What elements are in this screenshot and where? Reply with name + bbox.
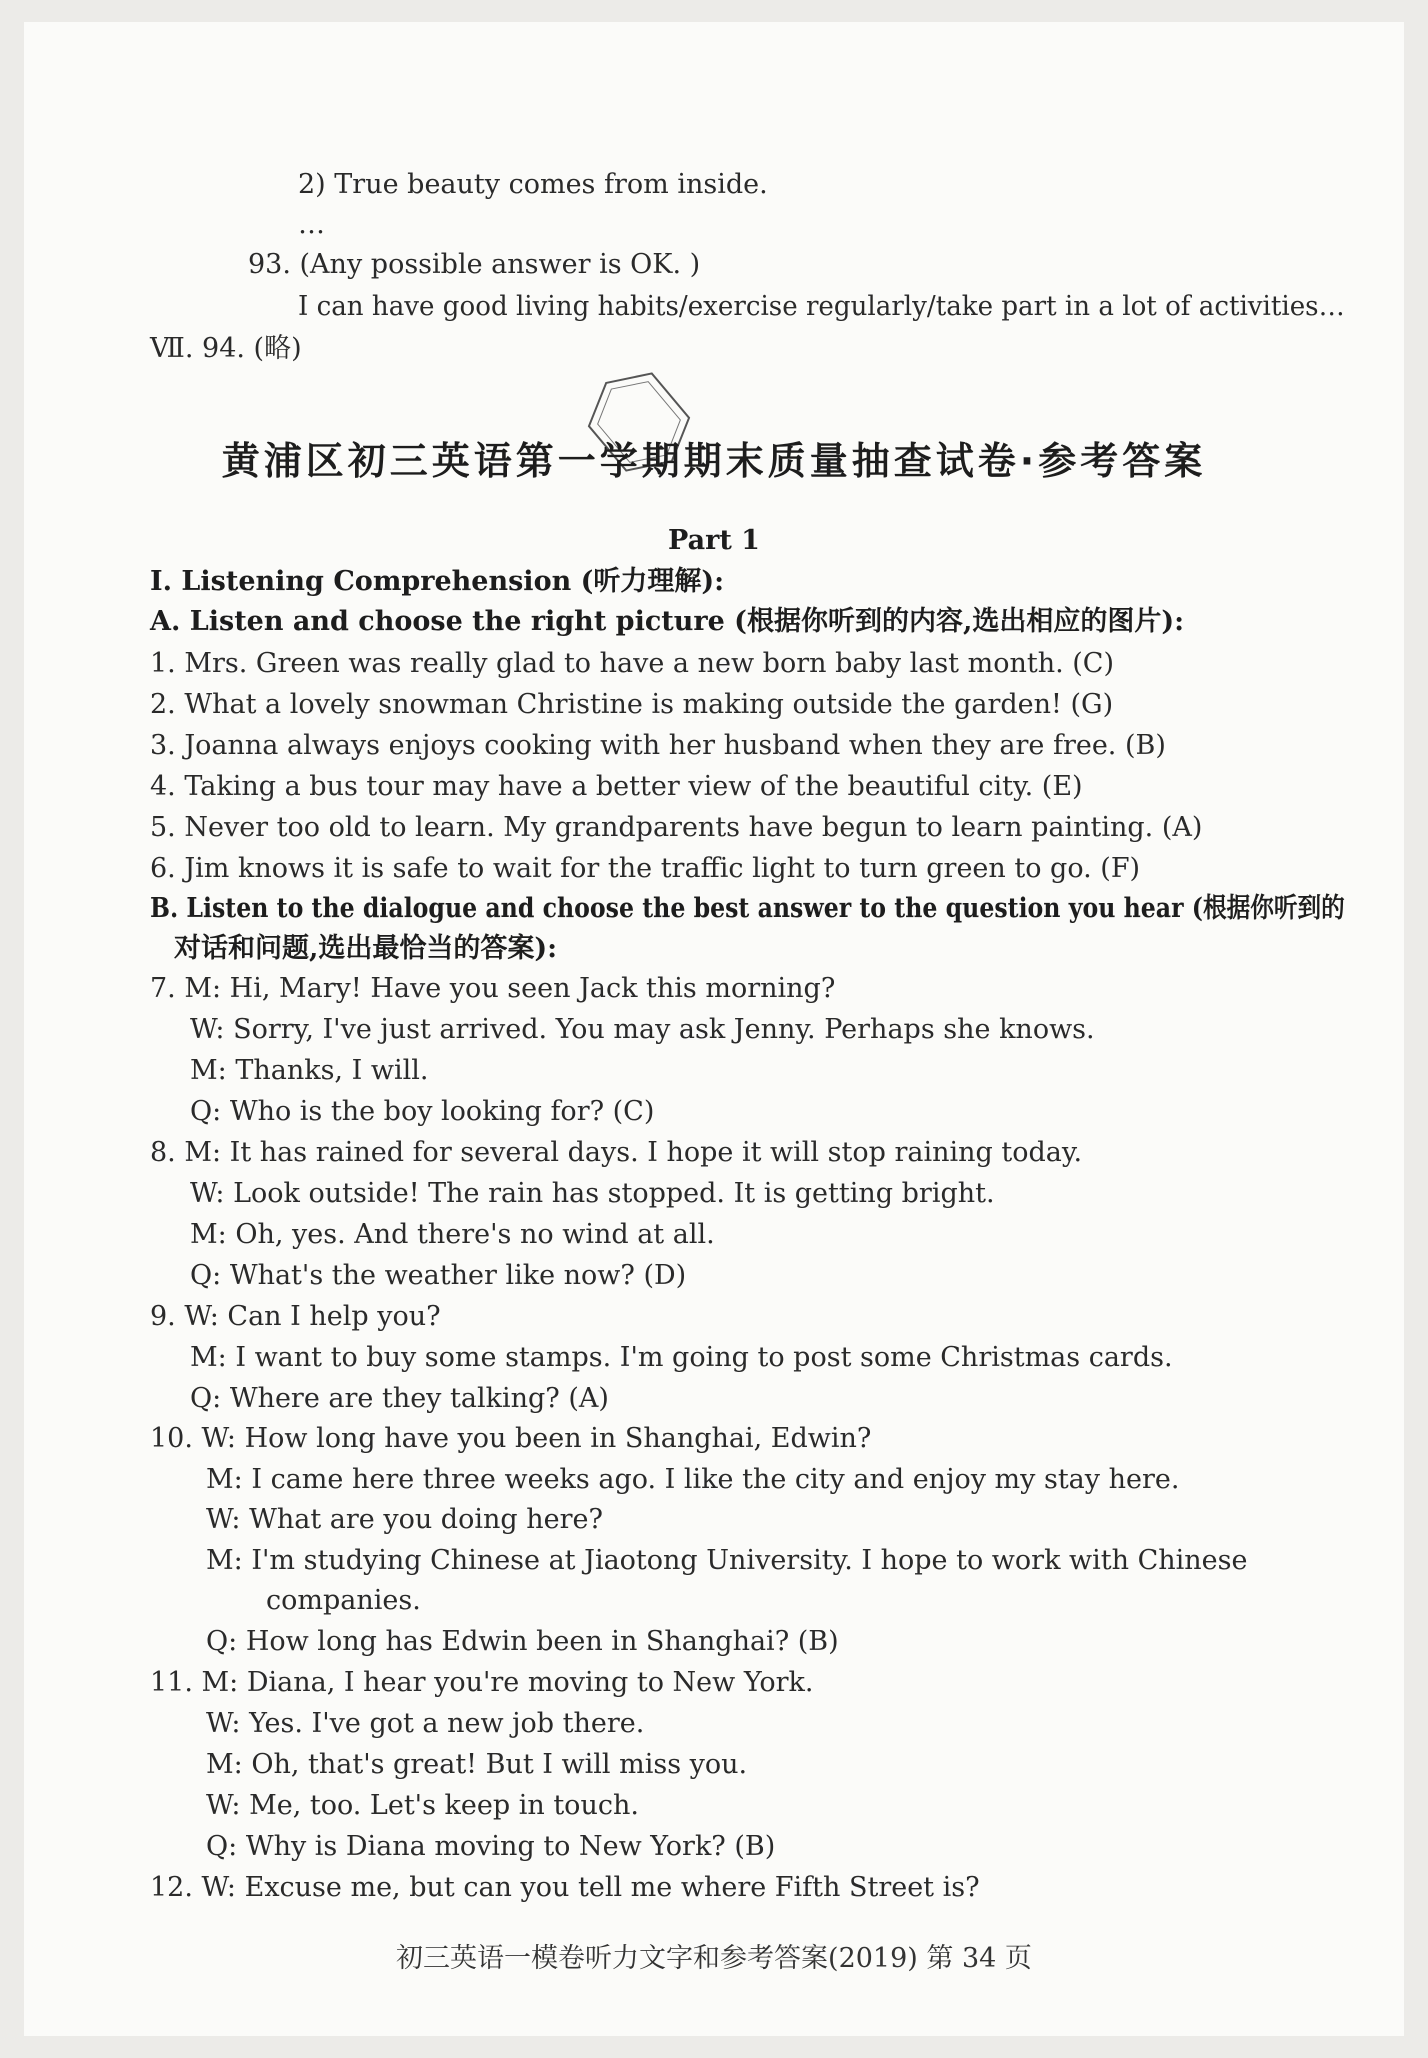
list-item: 5. Never too old to learn. My grandparents have begun to learn painting. (A)	[150, 812, 1203, 843]
dialogue-line: 8. M: It has rained for several days. I hope it will stop raining today.	[150, 1137, 1083, 1168]
list-item: 1. Mrs. Green was really glad to have a new born baby last month. (C)	[150, 648, 1114, 679]
dialogue-line: W: Yes. I've got a new job there.	[206, 1708, 645, 1739]
dialogue-line: M: I want to buy some stamps. I'm going to post some Christmas cards.	[190, 1342, 1173, 1373]
section-heading: A. Listen and choose the right picture (根据你听到的内容,选出相应的图片):	[150, 606, 1185, 637]
dialogue-line: M: I'm studying Chinese at Jiaotong University. I hope to work with Chinese	[206, 1545, 1248, 1576]
answer-line: 93. (Any possible answer is OK. )	[248, 249, 701, 280]
dialogue-line: M: I came here three weeks ago. I like the city and enjoy my stay here.	[206, 1464, 1180, 1495]
dialogue-line: Q: How long has Edwin been in Shanghai? (B)	[206, 1626, 839, 1657]
list-item: 3. Joanna always enjoys cooking with her husband when they are free. (B)	[150, 730, 1166, 761]
document-page	[24, 22, 1404, 2036]
dialogue-line: 9. W: Can I help you?	[150, 1301, 441, 1332]
dialogue-line: Q: Why is Diana moving to New York? (B)	[206, 1831, 776, 1862]
dialogue-line: W: What are you doing here?	[206, 1504, 603, 1535]
dialogue-line: M: Thanks, I will.	[190, 1055, 429, 1086]
dialogue-line: 11. M: Diana, I hear you're moving to New York.	[150, 1667, 814, 1698]
answer-line: I can have good living habits/exercise regularly/take part in a lot of activities…	[298, 291, 1345, 322]
dialogue-line: Q: What's the weather like now? (D)	[190, 1260, 687, 1291]
answer-line: Ⅶ. 94. (略)	[150, 333, 302, 364]
section-heading: Ⅰ. Listening Comprehension (听力理解):	[150, 566, 725, 597]
dialogue-line: 10. W: How long have you been in Shanghai, Edwin?	[150, 1423, 872, 1454]
dialogue-line: 7. M: Hi, Mary! Have you seen Jack this morning?	[150, 973, 836, 1004]
section-heading: 对话和问题,选出最恰当的答案):	[174, 933, 558, 964]
answer-line: 2) True beauty comes from inside.	[298, 169, 768, 200]
dialogue-line: Q: Who is the boy looking for? (C)	[190, 1096, 655, 1127]
dialogue-line: W: Look outside! The rain has stopped. It is getting bright.	[190, 1178, 995, 1209]
page-footer: 初三英语一模卷听力文字和参考答案(2019) 第 34 页	[396, 1943, 1032, 1974]
page-title: 黄浦区初三英语第一学期期末质量抽查试卷·参考答案	[221, 439, 1207, 483]
dialogue-line: W: Me, too. Let's keep in touch.	[206, 1790, 639, 1821]
dialogue-line: companies.	[266, 1585, 421, 1616]
dialogue-line: W: Sorry, I've just arrived. You may ask Jenny. Perhaps she knows.	[190, 1014, 1095, 1045]
section-heading: B. Listen to the dialogue and choose the best answer to the question you hear (根据你听到的	[150, 893, 1345, 924]
ellipsis-line: …	[298, 209, 325, 240]
dialogue-line: Q: Where are they talking? (A)	[190, 1383, 609, 1414]
dialogue-line: 12. W: Excuse me, but can you tell me where Fifth Street is?	[150, 1872, 980, 1903]
list-item: 4. Taking a bus tour may have a better view of the beautiful city. (E)	[150, 771, 1083, 802]
dialogue-line: M: Oh, yes. And there's no wind at all.	[190, 1219, 715, 1250]
part-heading: Part 1	[668, 525, 760, 556]
dialogue-line: M: Oh, that's great! But I will miss you.	[206, 1749, 748, 1780]
list-item: 2. What a lovely snowman Christine is making outside the garden! (G)	[150, 689, 1114, 720]
list-item: 6. Jim knows it is safe to wait for the traffic light to turn green to go. (F)	[150, 853, 1141, 884]
